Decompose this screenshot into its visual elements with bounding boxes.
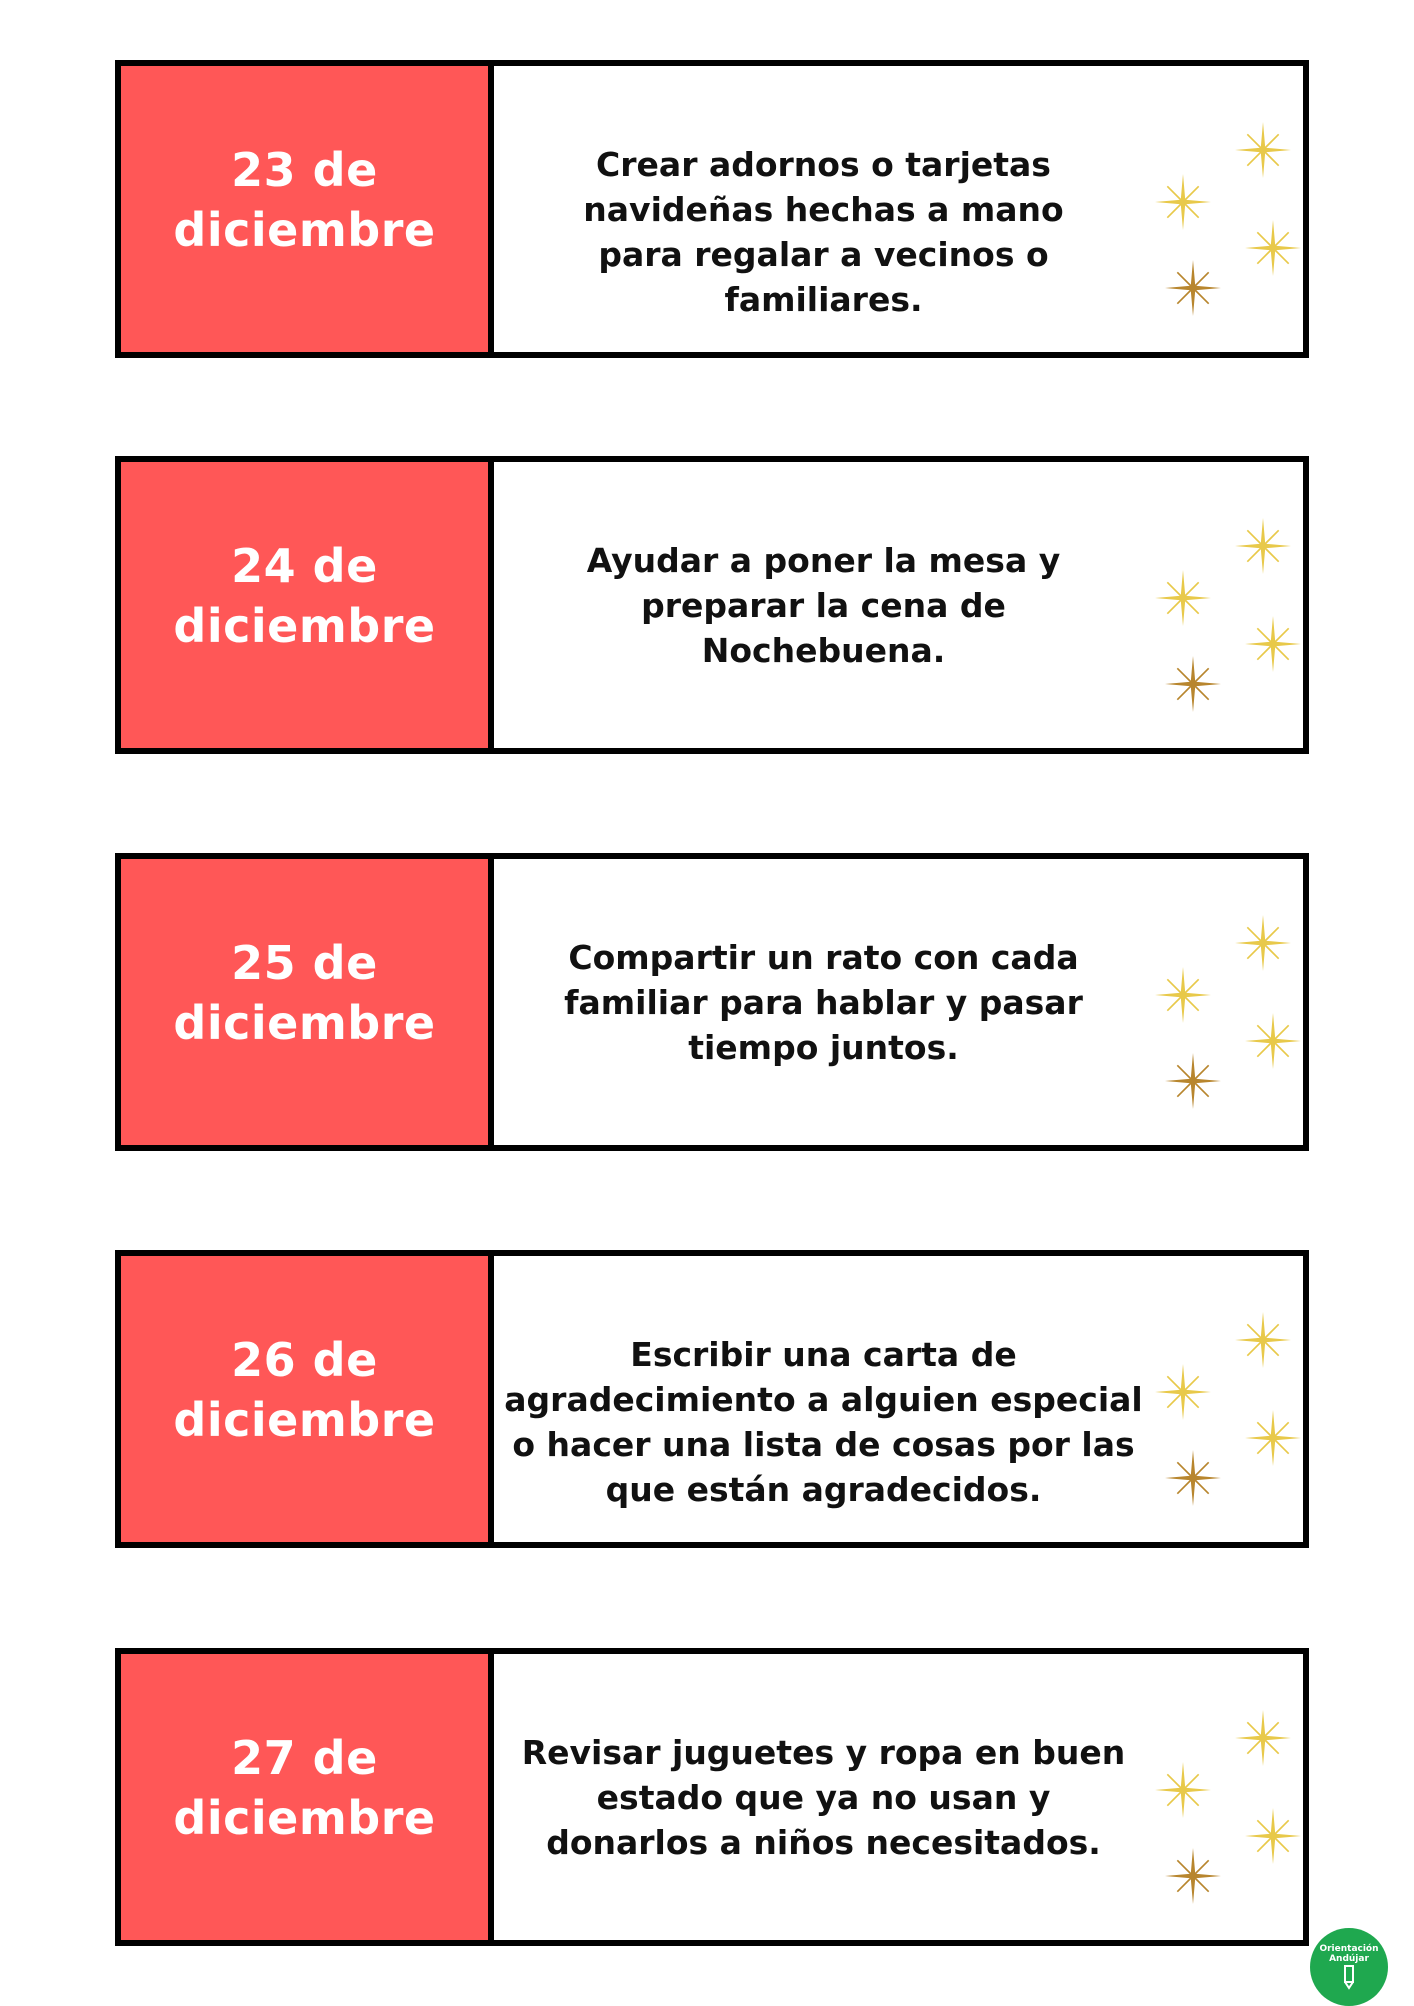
sparkle-star-icon (1165, 1450, 1221, 1506)
activity-text: Revisar juguetes y ropa en buen estado que ya no usan y donarlos a niños necesitados. (521, 1733, 1126, 1862)
calendar-card (115, 60, 1309, 358)
sparkles-decoration (1145, 508, 1285, 708)
sparkles-decoration (1145, 1700, 1285, 1900)
date-label: 25 de diciembre (173, 936, 436, 1050)
sparkle-star-icon (1235, 518, 1291, 574)
sparkle-star-icon (1165, 1053, 1221, 1109)
date-label: 27 de diciembre (173, 1731, 436, 1845)
date-panel (121, 1654, 494, 1940)
activity-panel (494, 66, 1153, 352)
activity-text: Escribir una carta de agradecimiento a alguien especial o hacer una lista de cosas por las que están agradecidos. (504, 1335, 1143, 1509)
pencil-icon (1339, 1964, 1359, 1990)
date-panel (121, 66, 494, 352)
sparkle-star-icon (1235, 915, 1291, 971)
activity-text: Compartir un rato con cada familiar para hablar y pasar tiempo juntos. (564, 938, 1083, 1067)
calendar-card (115, 853, 1309, 1151)
date-label: 23 de diciembre (173, 143, 436, 257)
sparkle-star-icon (1165, 1848, 1221, 1904)
sparkle-star-icon (1155, 1762, 1211, 1818)
sparkle-star-icon (1245, 1013, 1301, 1069)
logo-line2: Andújar (1329, 1954, 1369, 1964)
calendar-card (115, 1250, 1309, 1548)
calendar-card (115, 1648, 1309, 1946)
activity-text: Ayudar a poner la mesa y preparar la cena de Nochebuena. (586, 541, 1061, 670)
sparkle-star-icon (1245, 1808, 1301, 1864)
activity-panel (494, 462, 1153, 748)
activity-panel (494, 1256, 1153, 1542)
sparkle-star-icon (1245, 616, 1301, 672)
logo-line1: Orientación (1319, 1944, 1379, 1954)
sparkle-star-icon (1155, 1364, 1211, 1420)
sparkle-star-icon (1155, 967, 1211, 1023)
sparkle-star-icon (1165, 656, 1221, 712)
date-label: 24 de diciembre (173, 539, 436, 653)
date-label: 26 de diciembre (173, 1333, 436, 1447)
calendar-card (115, 456, 1309, 754)
activity-text: Crear adornos o tarjetas navideñas hechas a mano para regalar a vecinos o familiares. (583, 145, 1064, 319)
sparkle-star-icon (1235, 122, 1291, 178)
activity-panel (494, 859, 1153, 1145)
sparkles-decoration (1145, 905, 1285, 1105)
sparkle-star-icon (1155, 174, 1211, 230)
sparkle-star-icon (1245, 220, 1301, 276)
date-panel (121, 1256, 494, 1542)
orientacion-andujar-logo (1310, 1928, 1388, 2006)
sparkle-star-icon (1155, 570, 1211, 626)
date-panel (121, 462, 494, 748)
sparkles-decoration (1145, 1302, 1285, 1502)
sparkle-star-icon (1245, 1410, 1301, 1466)
sparkle-star-icon (1235, 1710, 1291, 1766)
sparkle-star-icon (1165, 260, 1221, 316)
activity-panel (494, 1654, 1153, 1940)
date-panel (121, 859, 494, 1145)
sparkles-decoration (1145, 112, 1285, 312)
sparkle-star-icon (1235, 1312, 1291, 1368)
